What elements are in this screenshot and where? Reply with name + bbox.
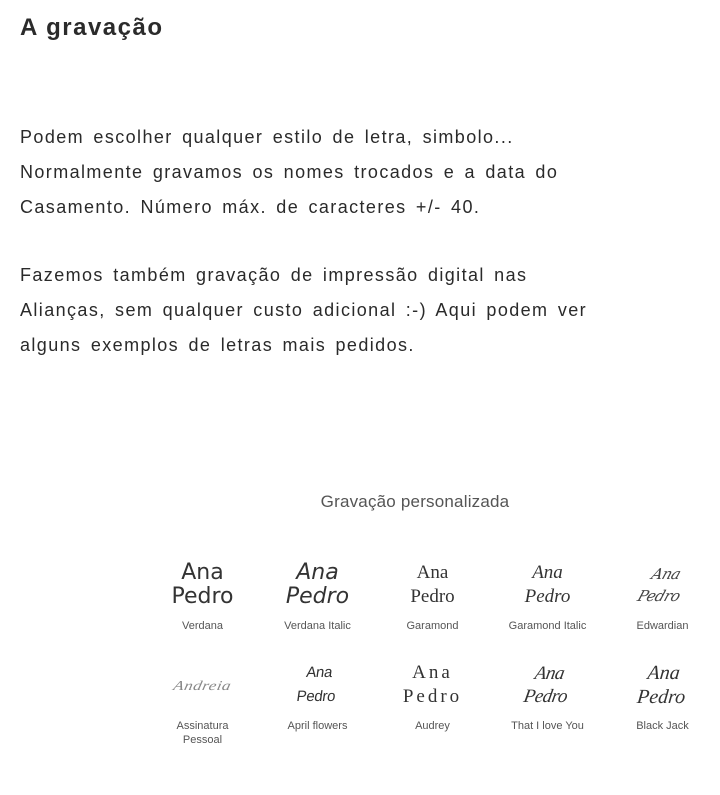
engraving-preview bbox=[140, 661, 265, 709]
engraving-preview bbox=[256, 655, 379, 715]
engraving-preview bbox=[490, 555, 605, 615]
preview-name-1: Ana bbox=[296, 560, 339, 585]
preview-name-1: Ana bbox=[649, 565, 683, 583]
font-name-label: Black Jack bbox=[636, 720, 689, 732]
fingerprint-engraving-paragraph: Fazemos também gravação de impressão digital nas Alianças, sem qualquer custo adicional :-) Aqui podem ver alguns exemplos de letras mais pedidos. bbox=[20, 265, 588, 355]
font-name-label: April flowers bbox=[287, 720, 348, 732]
engraving-preview bbox=[260, 555, 375, 615]
font-name-label: Verdana Italic bbox=[284, 620, 351, 632]
font-sample-april-flowers bbox=[260, 655, 375, 747]
preview-name-2: Pedro bbox=[402, 686, 463, 707]
font-sample-signature bbox=[145, 655, 260, 747]
preview-name-2: Pedro bbox=[521, 686, 569, 707]
font-sample-audrey bbox=[375, 655, 490, 747]
font-name-label: Garamond Italic bbox=[508, 620, 587, 632]
preview-name-2: Pedro bbox=[636, 686, 687, 708]
font-name-label: Audrey bbox=[415, 720, 450, 732]
font-name-label: Assinatura Pessoal bbox=[176, 720, 229, 746]
preview-name-1: Ana bbox=[181, 560, 224, 585]
engraving-preview bbox=[375, 555, 490, 615]
preview-name-2: Pedro bbox=[285, 584, 350, 609]
preview-name-1: Ana bbox=[416, 562, 449, 583]
font-name-label: Garamond bbox=[406, 620, 459, 632]
engraving-preview bbox=[485, 655, 611, 715]
preview-name-1: Ana bbox=[412, 662, 453, 683]
font-sample-verdana bbox=[145, 555, 260, 633]
preview-name-1: Ana bbox=[305, 664, 334, 681]
font-samples-grid bbox=[145, 555, 720, 747]
gallery-title: Gravação personalizada bbox=[320, 492, 510, 511]
font-sample-edwardian bbox=[605, 555, 720, 633]
font-samples-row bbox=[145, 555, 720, 633]
font-name-label: That I love You bbox=[511, 720, 584, 732]
engraving-preview bbox=[595, 555, 720, 615]
preview-name-1: Andreia bbox=[172, 677, 233, 693]
preview-name-1: Ana bbox=[532, 562, 563, 583]
font-samples-row bbox=[145, 655, 720, 747]
preview-name-1: Ana bbox=[533, 663, 566, 684]
preview-name-2: Pedro bbox=[410, 586, 455, 607]
preview-name-1: Ana bbox=[646, 662, 682, 684]
font-name-label: Verdana bbox=[182, 620, 223, 632]
engraving-preview bbox=[145, 555, 260, 615]
font-name-label: Edwardian bbox=[636, 620, 689, 632]
preview-name-2: Pedro bbox=[635, 587, 683, 605]
font-sample-garamond-italic bbox=[490, 555, 605, 633]
font-sample-black-jack bbox=[605, 655, 720, 747]
font-sample-garamond bbox=[375, 555, 490, 633]
preview-name-2: Pedro bbox=[524, 586, 571, 607]
font-sample-that-i-love-you bbox=[490, 655, 605, 747]
engraving-preview bbox=[602, 655, 720, 715]
font-sample-verdana-italic bbox=[260, 555, 375, 633]
preview-name-2: Pedro bbox=[171, 584, 234, 609]
engraving-preview bbox=[375, 655, 490, 715]
page-title: A gravação bbox=[20, 14, 164, 41]
preview-name-2: Pedro bbox=[295, 688, 337, 705]
engraving-description-paragraph: Podem escolher qualquer estilo de letra, simbolo... Normalmente gravamos os nomes trocados e a data do Casamento. Número máx. de caracteres +/- 40. bbox=[20, 127, 559, 217]
